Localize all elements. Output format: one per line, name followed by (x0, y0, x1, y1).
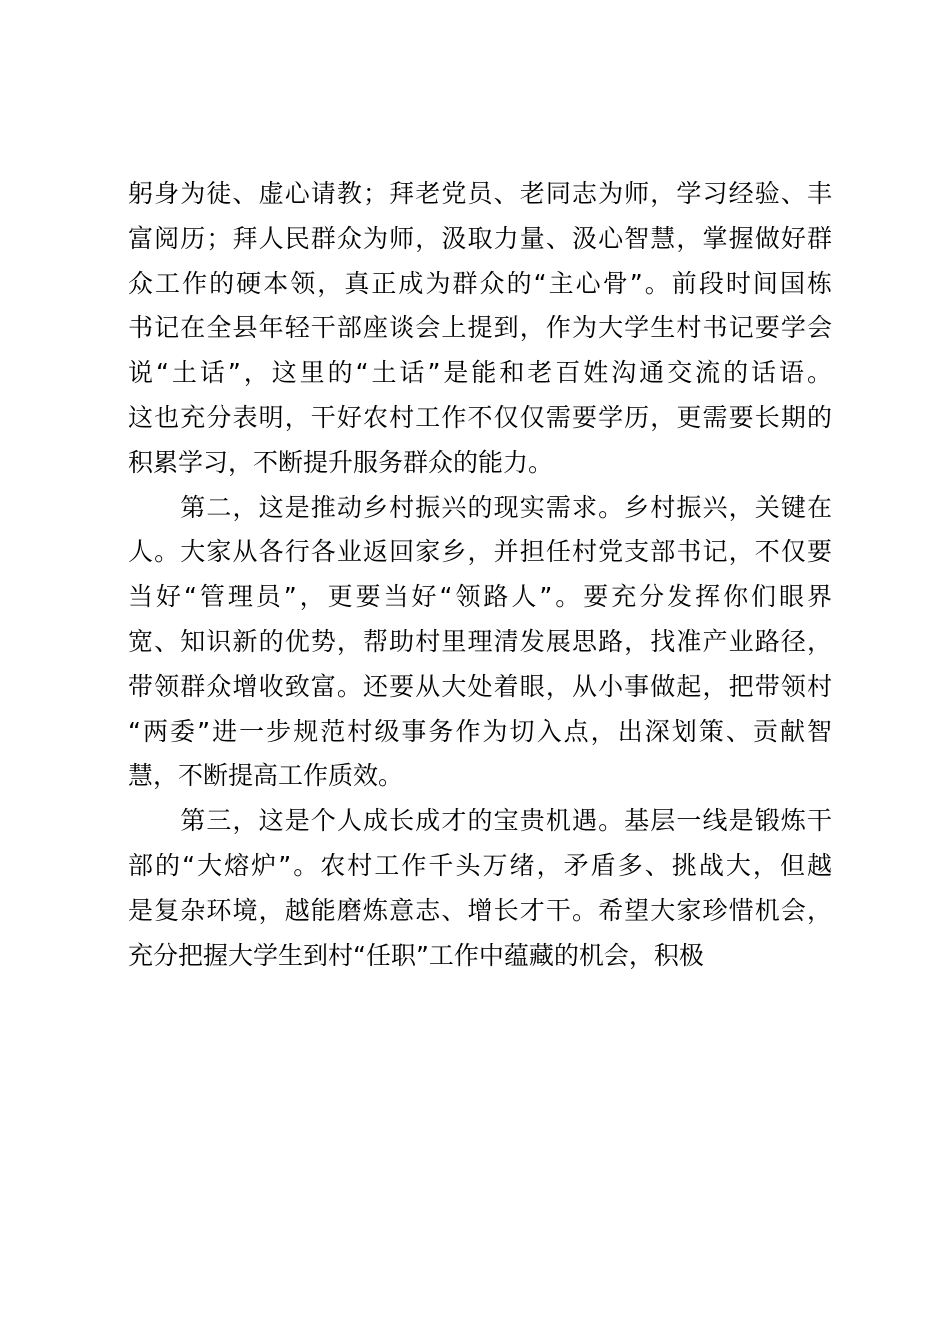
text-line: 躬身为徒、虚心请教；拜老党员、老同志为师，学习经验、丰 (128, 179, 832, 208)
text-line: 充分把握大学生到村“任职”工作中蕴藏的机会，积极 (128, 940, 704, 970)
text-line: 带领群众增收致富。还要从大处着眼，从小事做起，把带领村 (128, 671, 832, 701)
text-line: 人。大家从各行各业返回家乡，并担任村党支部书记，不仅要 (128, 537, 832, 567)
text-line: 富阅历；拜人民群众为师，汲取力量、汲心智慧，掌握做好群 (128, 223, 832, 253)
text-line: “两委”进一步规范村级事务作为切入点，出深划策、贡献智 (128, 716, 832, 746)
text-line: 这也充分表明，干好农村工作不仅仅需要学历，更需要长期的 (128, 402, 832, 432)
text-line: 慧，不断提高工作质效。 (128, 761, 404, 791)
text-line: 第二，这是推动乡村振兴的现实需求。乡村振兴，关键在 (128, 492, 832, 522)
text-line: 书记在全县年轻干部座谈会上提到，作为大学生村书记要学会 (128, 313, 832, 343)
text-line: 众工作的硬本领，真正成为群众的“主心骨”。前段时间国栋 (128, 268, 832, 298)
text-line: 第三，这是个人成长成才的宝贵机遇。基层一线是锻炼干 (128, 806, 832, 836)
text-line: 说“土话”，这里的“土话”是能和老百姓沟通交流的话语。 (128, 358, 832, 388)
text-line: 宽、知识新的优势，帮助村里理清发展思路，找准产业路径， (128, 626, 832, 656)
body-text (128, 172, 832, 978)
text-line: 是复杂环境，越能磨炼意志、增长才干。希望大家珍惜机会， (128, 895, 832, 925)
text-line: 部的“大熔炉”。农村工作千头万绪，矛盾多、挑战大，但越 (128, 850, 832, 880)
text-line: 当好“管理员”，更要当好“领路人”。要充分发挥你们眼界 (128, 582, 832, 612)
text-line: 积累学习，不断提升服务群众的能力。 (128, 447, 554, 477)
